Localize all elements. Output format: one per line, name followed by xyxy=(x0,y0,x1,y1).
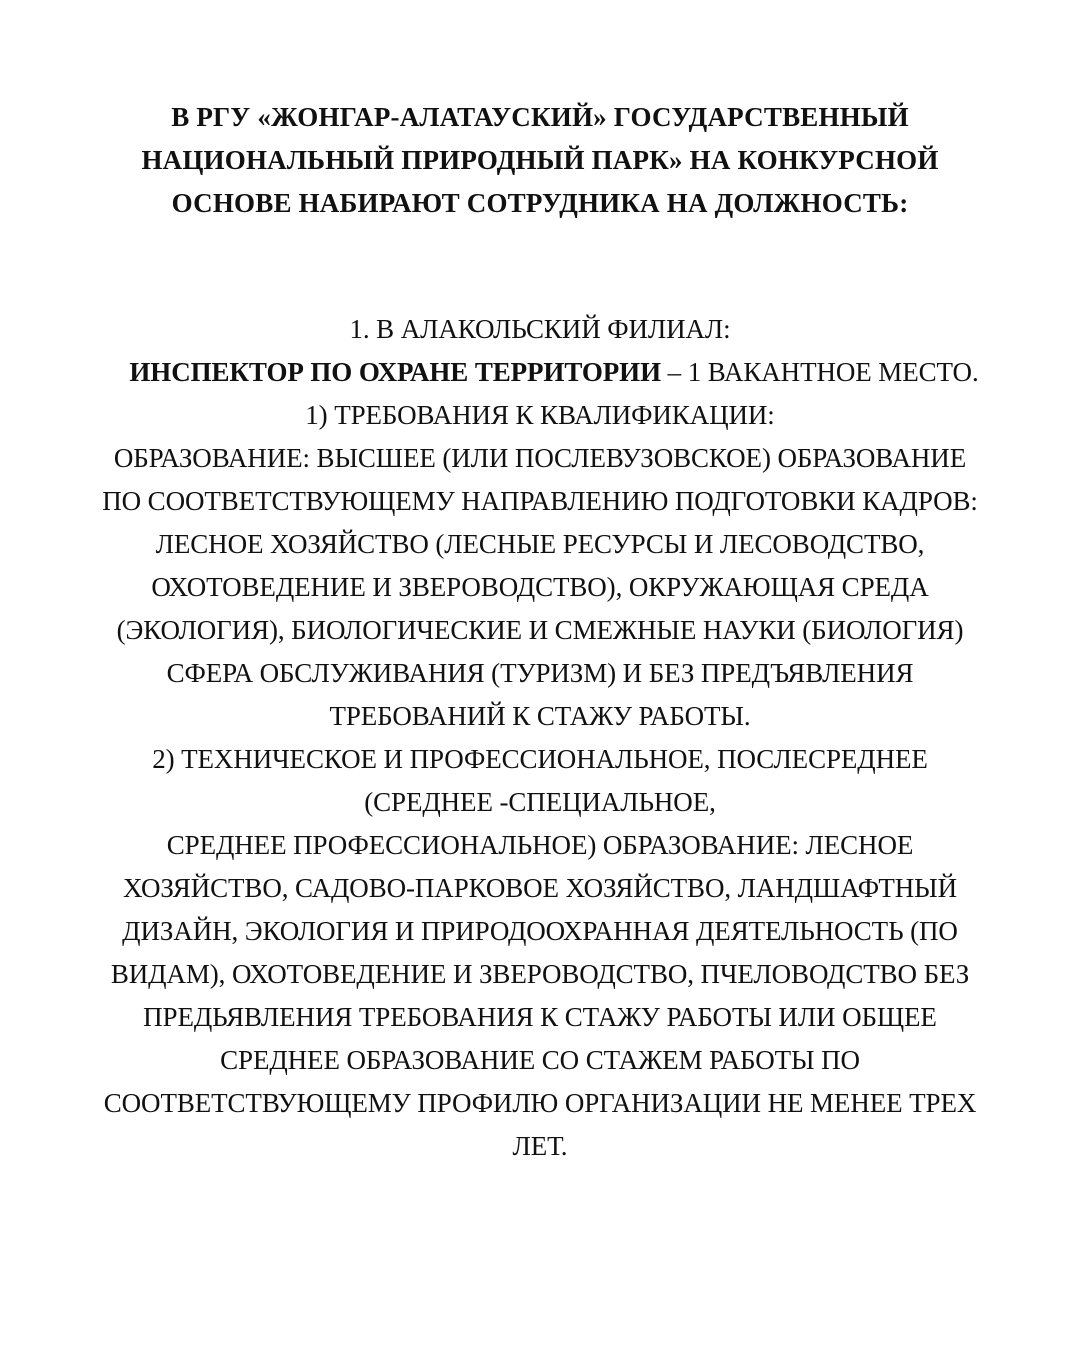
technical-education-line: 2) ТЕХНИЧЕСКОЕ И ПРОФЕССИОНАЛЬНОЕ, ПОСЛЕСРЕДНЕЕ xyxy=(152,744,928,774)
higher-education-line: ОХОТОВЕДЕНИЕ И ЗВЕРОВОДСТВО), ОКРУЖАЮЩАЯ СРЕДА xyxy=(151,572,929,602)
announcement-heading xyxy=(60,96,1020,225)
position-count: – 1 ВАКАНТНОЕ МЕСТО. xyxy=(661,357,979,387)
technical-education-line: ДИЗАЙН, ЭКОЛОГИЯ И ПРИРОДООХРАННАЯ ДЕЯТЕЛЬНОСТЬ (ПО xyxy=(122,916,958,946)
technical-education-line: ЛЕТ. xyxy=(512,1131,568,1161)
technical-education-line: ХОЗЯЙСТВО, САДОВО-ПАРКОВОЕ ХОЗЯЙСТВО, ЛАНДШАФТНЫЙ xyxy=(122,873,957,903)
technical-education-line: СРЕДНЕЕ ОБРАЗОВАНИЕ СО СТАЖЕМ РАБОТЫ ПО xyxy=(220,1045,860,1075)
heading-line: В РГУ «ЖОНГАР-АЛАТАУСКИЙ» ГОСУДАРСТВЕННЫЙ xyxy=(171,102,909,132)
higher-education-line: ОБРАЗОВАНИЕ: ВЫСШЕЕ (ИЛИ ПОСЛЕВУЗОВСКОЕ) ОБРАЗОВАНИЕ xyxy=(113,443,967,473)
requirements-heading: 1) ТРЕБОВАНИЯ К КВАЛИФИКАЦИИ: xyxy=(305,400,775,430)
higher-education-line: ЛЕСНОЕ ХОЗЯЙСТВО (ЛЕСНЫЕ РЕСУРСЫ И ЛЕСОВОДСТВО, xyxy=(155,529,925,559)
technical-education-line: (СРЕДНЕЕ -СПЕЦИАЛЬНОЕ, xyxy=(364,787,716,817)
higher-education-line: ПО СООТВЕТСТВУЮЩЕМУ НАПРАВЛЕНИЮ ПОДГОТОВКИ КАДРОВ: xyxy=(102,486,978,516)
higher-education-line: ТРЕБОВАНИЙ К СТАЖУ РАБОТЫ. xyxy=(329,701,751,731)
higher-education-line: СФЕРА ОБСЛУЖИВАНИЯ (ТУРИЗМ) И БЕЗ ПРЕДЪЯВЛЕНИЯ xyxy=(166,658,914,688)
branch-line: 1. В АЛАКОЛЬСКИЙ ФИЛИАЛ: xyxy=(349,314,731,344)
vacancy-body xyxy=(20,308,1060,1168)
heading-line: НАЦИОНАЛЬНЫЙ ПРИРОДНЫЙ ПАРК» НА КОНКУРСНОЙ xyxy=(141,145,939,175)
technical-education-line: СРЕДНЕЕ ПРОФЕССИОНАЛЬНОЕ) ОБРАЗОВАНИЕ: ЛЕСНОЕ xyxy=(166,830,914,860)
position-line xyxy=(20,351,1060,394)
higher-education-line: (ЭКОЛОГИЯ), БИОЛОГИЧЕСКИЕ И СМЕЖНЫЕ НАУКИ (БИОЛОГИЯ) xyxy=(116,615,964,645)
technical-education-line: СООТВЕТСТВУЮЩЕМУ ПРОФИЛЮ ОРГАНИЗАЦИИ НЕ МЕНЕЕ ТРЕХ xyxy=(103,1088,977,1118)
technical-education-line: ПРЕДЬЯВЛЕНИЯ ТРЕБОВАНИЯ К СТАЖУ РАБОТЫ ИЛИ ОБЩЕЕ xyxy=(143,1002,937,1032)
heading-line: ОСНОВЕ НАБИРАЮТ СОТРУДНИКА НА ДОЛЖНОСТЬ: xyxy=(171,188,909,218)
position-title: ИНСПЕКТОР ПО ОХРАНЕ ТЕРРИТОРИИ xyxy=(129,357,661,387)
technical-education-line: ВИДАМ), ОХОТОВЕДЕНИЕ И ЗВЕРОВОДСТВО, ПЧЕЛОВОДСТВО БЕЗ xyxy=(110,959,970,989)
